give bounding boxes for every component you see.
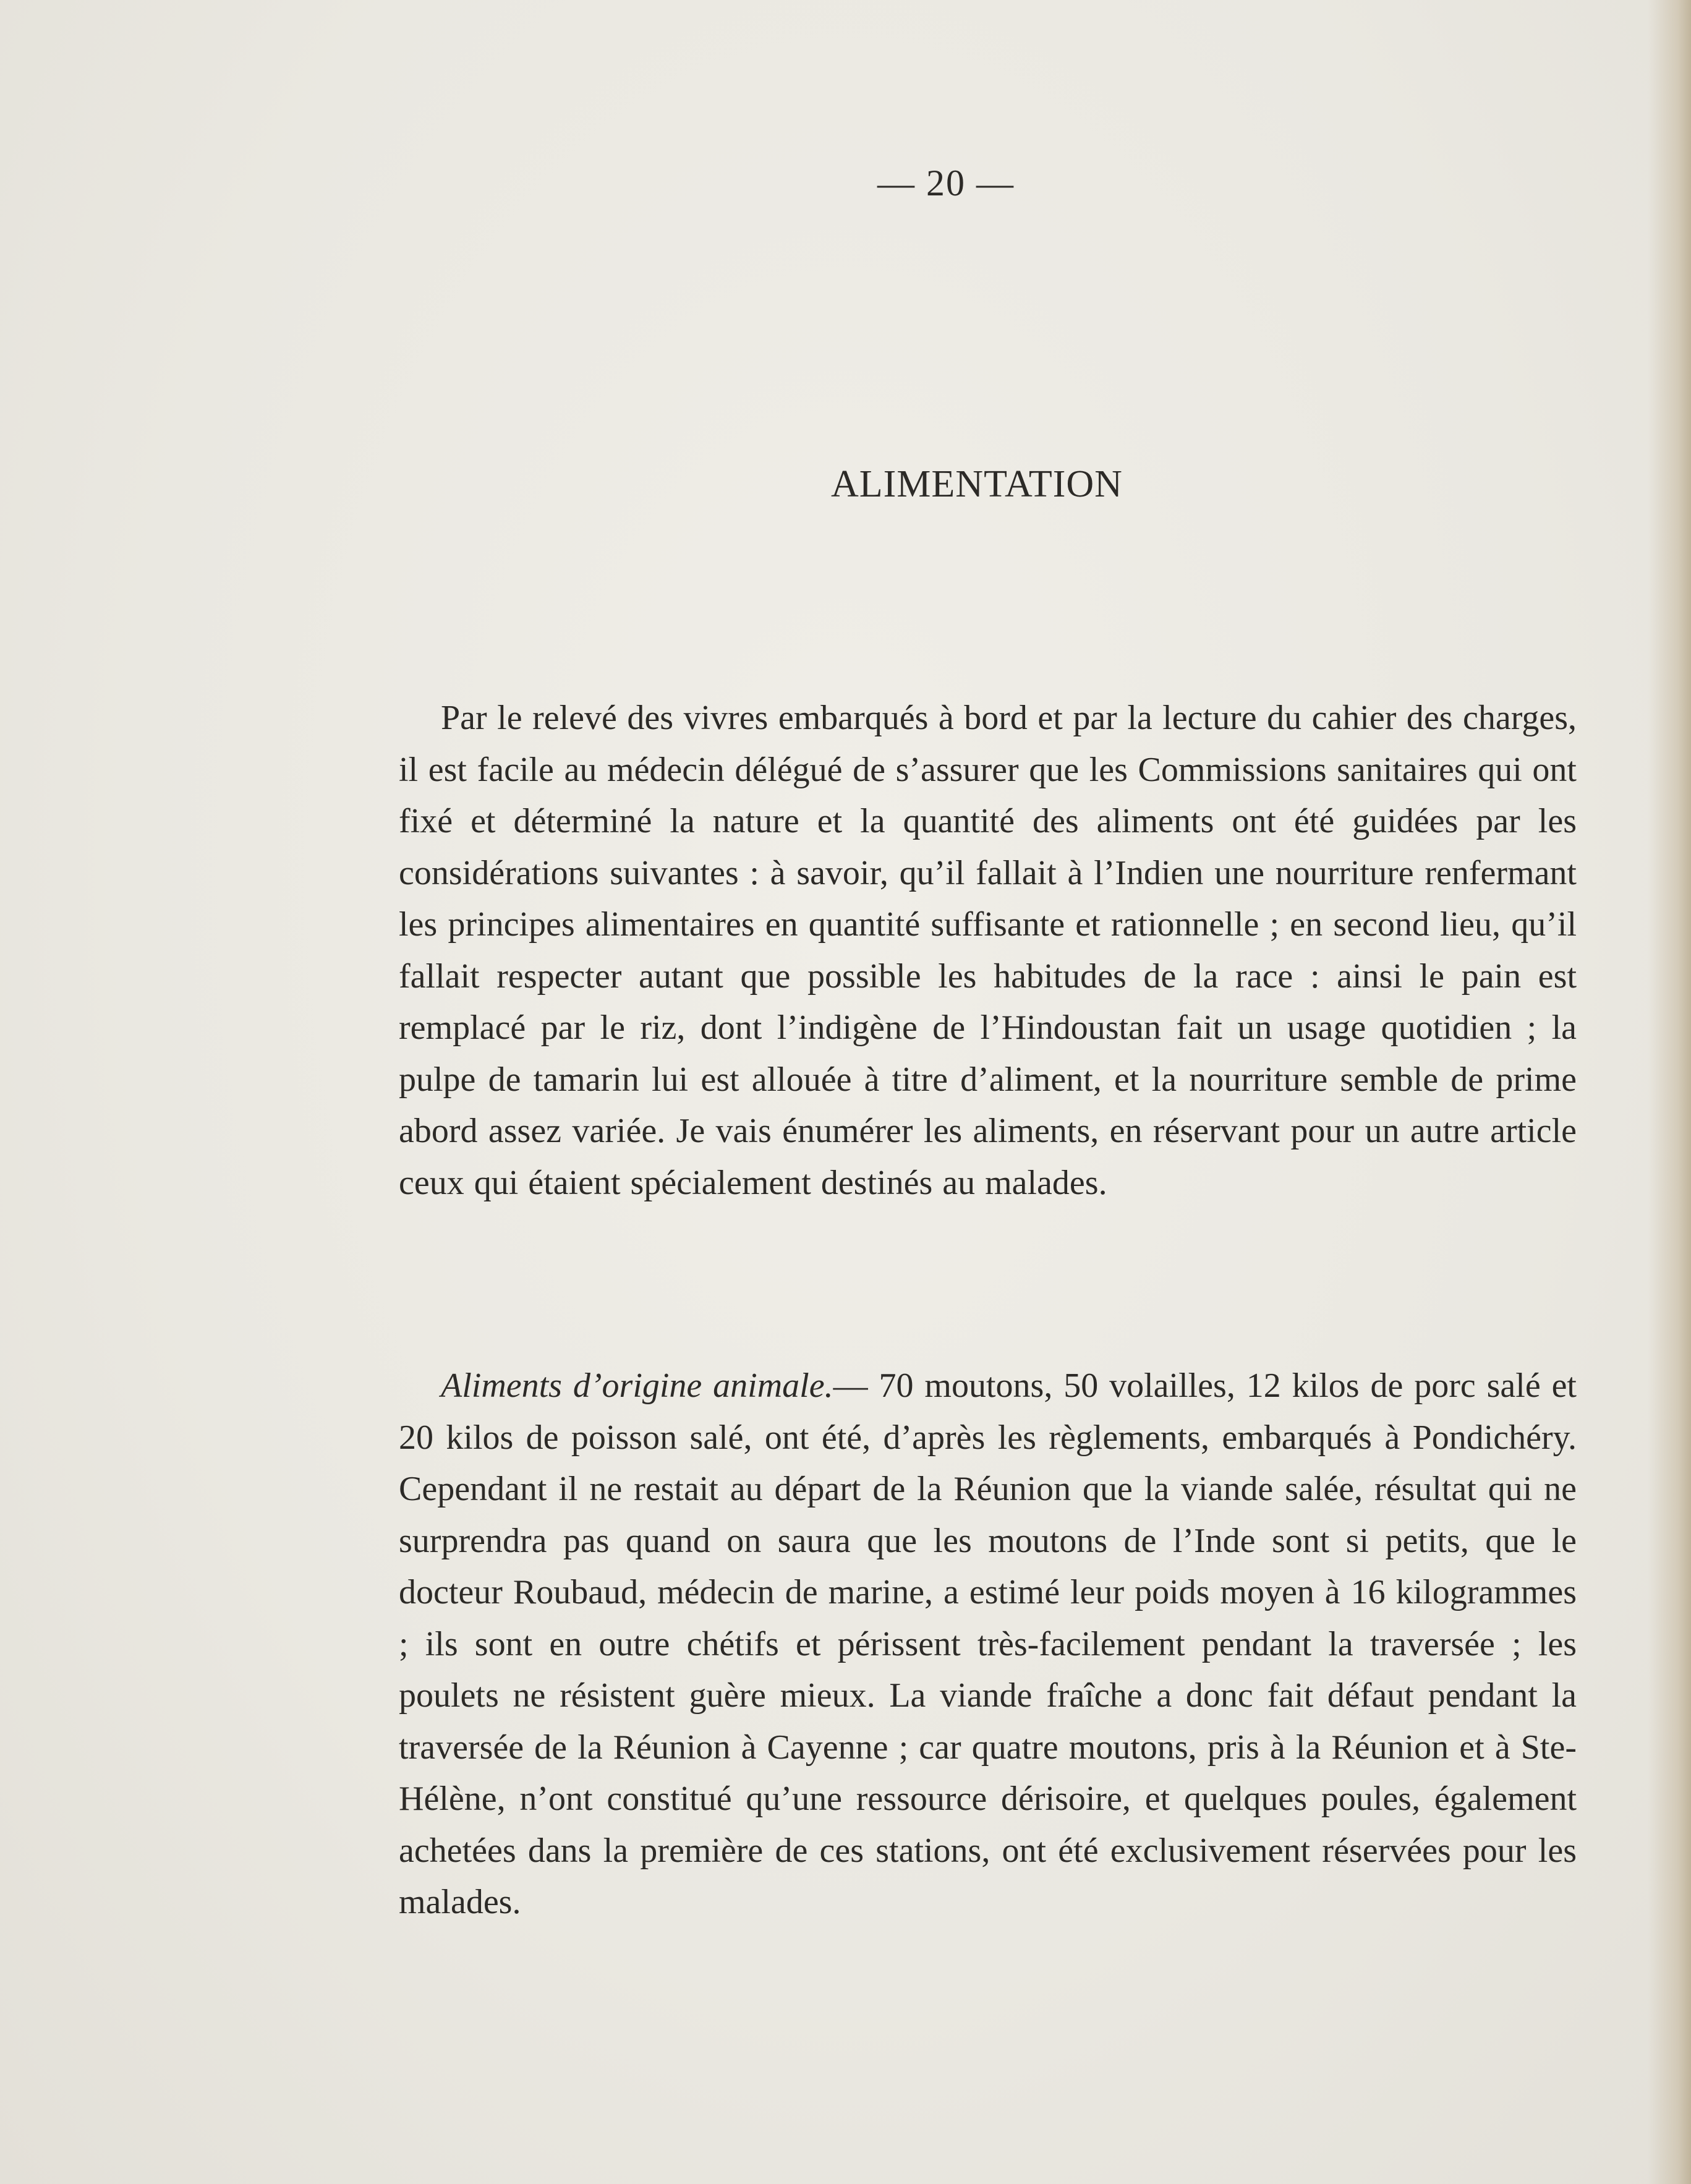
body-paragraph-2 bbox=[399, 1360, 1577, 1929]
section-heading: ALIMENTATION bbox=[831, 463, 1123, 505]
page-number: — 20 — bbox=[877, 163, 1015, 203]
page-edge-shadow bbox=[1648, 0, 1691, 2184]
body-paragraph-1: Par le relevé des vivres embarqués à bord et par la lecture du cahier des charges, il est facile au médecin délégué de s’assurer que les Commissions sanitaires qui ont fixé et déterminé la nature et la quantité des aliments ont été guidées par les considérations suivantes : à savoir, qu’il fallait à l’Indien une nourriture renfermant les principes alimentaires en quantité suffisante et rationnelle ; en second lieu, qu’il fallait respecter autant que possible les habitudes de la race : ainsi le pain est remplacé par le riz, dont l’indigène de l’Hindoustan fait un usage quotidien ; la pulpe de tamarin lui est allouée à titre d’aliment, et la nourriture semble de prime abord assez variée. Je vais énumérer les aliments, en réservant pour un autre article ceux qui étaient spécialement destinés au malades. bbox=[399, 699, 1577, 1202]
paragraph-2-lead: Aliments d’origine animale. bbox=[441, 1367, 833, 1405]
paragraph-2-text: — 70 moutons, 50 volailles, 12 kilos de porc salé et 20 kilos de poisson salé, ont été, d’après les règlements, embarqués à Pondichéry. Cependant il ne restait au départ de la Réunion que la viande salée, résultat qui ne surprendra pas quand on saura que les moutons de l’Inde sont si petits, que le docteur Roubaud, médecin de marine, a estimé leur poids moyen à 16 kilogrammes ; ils sont en outre chétifs et périssent très-facilement pendant la traversée ; les poulets ne résistent guère mieux. La viande fraîche a donc fait défaut pendant la traversée de la Réunion à Cayenne ; car quatre moutons, pris à la Réunion et à Ste-Hélène, n’ont constitué qu’une ressource dérisoire, et quelques poules, également achetées dans la première de ces stations, ont été exclusivement réservées pour les malades. bbox=[399, 1367, 1577, 1921]
